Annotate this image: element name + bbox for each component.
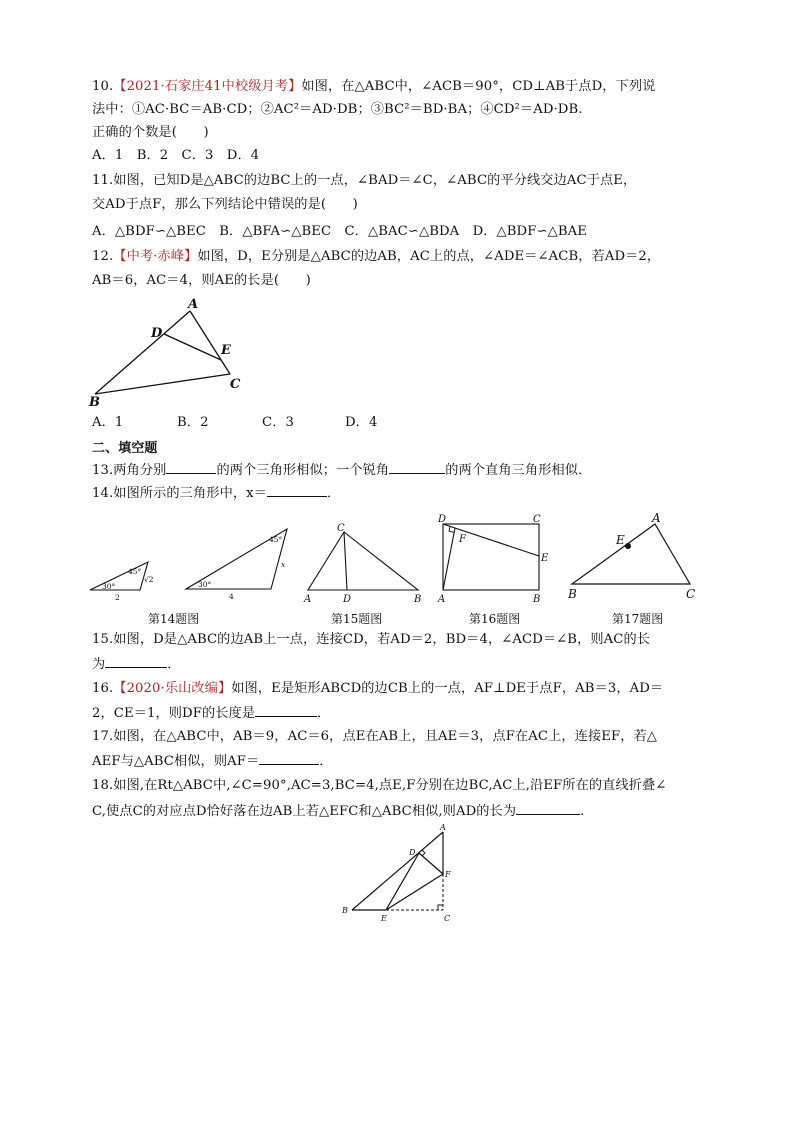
fig16-label-d: D bbox=[438, 514, 447, 525]
q10-number: 10. bbox=[92, 79, 114, 94]
fig14-left-angle-45: 45° bbox=[128, 567, 142, 576]
q16-line2 bbox=[92, 704, 330, 723]
fig17-label-e: E bbox=[616, 533, 625, 547]
fig16-label-a: A bbox=[438, 594, 446, 605]
fig17-label-c: C bbox=[686, 587, 696, 601]
q14-blank[interactable] bbox=[267, 484, 327, 497]
fig14-left-angle-30: 30° bbox=[102, 582, 116, 591]
q18-right-angle-d bbox=[422, 850, 425, 856]
q18-segment-df bbox=[419, 853, 443, 874]
q11-options: A．△BDF∽△BEC B．△BFA∽△BEC C．△BAC∽△BDA D．△BDF∽△BAE bbox=[92, 224, 588, 239]
fig14-left-triangle bbox=[88, 560, 158, 605]
fig15-label-a: A bbox=[304, 594, 312, 605]
fig14-right-side-x: x bbox=[281, 560, 286, 569]
q18-segment-ef bbox=[386, 874, 443, 910]
fig16-label-e: E bbox=[541, 553, 549, 564]
fig15-label-c: C bbox=[337, 523, 345, 534]
q13-blank-2[interactable] bbox=[389, 461, 445, 474]
caption-fig14: 第14题图 bbox=[148, 612, 200, 626]
q10-text: 如图，在△ABC中，∠ACB＝90°，CD⊥AB于点D，下列说 bbox=[301, 79, 656, 94]
q18-label-f: F bbox=[445, 870, 451, 879]
q12-option-b: B．2 bbox=[177, 415, 209, 430]
fig17-shape bbox=[572, 524, 690, 584]
q18-label-b: B bbox=[342, 906, 348, 915]
q16-blank[interactable] bbox=[255, 704, 317, 717]
q12-option-a: A．1 bbox=[92, 415, 124, 430]
q12-label-c: C bbox=[230, 377, 241, 392]
q18-label-c: C bbox=[444, 914, 451, 923]
q18-label-e: E bbox=[381, 914, 387, 923]
q15-end: ． bbox=[167, 657, 181, 672]
fig15-triangle bbox=[300, 522, 430, 604]
fig14-right-angle-45: 45° bbox=[269, 535, 283, 544]
q12-label-a: A bbox=[188, 297, 199, 312]
q10-line2: 法中：①AC·BC＝AB·CD；②AC²＝AD·DB；③BC²＝BD·BA；④CD²＝AD·DB. bbox=[92, 102, 583, 117]
fig16-label-b: B bbox=[533, 594, 541, 605]
caption-fig16: 第16题图 bbox=[469, 612, 521, 626]
q18-blank[interactable] bbox=[516, 802, 580, 815]
q12-number: 12. bbox=[92, 249, 114, 264]
q12-label-d: D bbox=[151, 326, 163, 341]
q15-blank[interactable] bbox=[105, 655, 167, 668]
q13-text-1: 13.两角分别 bbox=[92, 463, 167, 478]
q18-segment-ed bbox=[386, 853, 419, 910]
caption-fig15: 第15题图 bbox=[331, 612, 383, 626]
q18-side-ab bbox=[352, 832, 443, 910]
fig14-right-side-4: 4 bbox=[229, 592, 234, 601]
q12-option-d: D．4 bbox=[345, 415, 378, 430]
section-title: 二、填空题 bbox=[92, 441, 158, 456]
q16-text: 如图，E是矩形ABCD的边CB上的一点，AF⊥DE于点F，AB＝3，AD＝ bbox=[231, 681, 664, 696]
fig17-point-e bbox=[625, 543, 631, 549]
q18-label-a: A bbox=[440, 823, 446, 832]
fig14-right-triangle bbox=[183, 525, 293, 605]
caption-fig17: 第17题图 bbox=[612, 612, 664, 626]
q14-line bbox=[92, 484, 340, 503]
q13-text-3: 的两个直角三角形相似． bbox=[445, 463, 592, 478]
fig17-label-b: B bbox=[568, 587, 577, 601]
q12-line2: AB＝6，AC＝4，则AE的长是( ) bbox=[92, 273, 311, 288]
q12-option-c: C．3 bbox=[262, 415, 294, 430]
q15-line1: 15.如图，D是△ABC的边AB上一点，连接CD，若AD＝2，BD＝4，∠ACD＝∠B，则AC的长 bbox=[92, 632, 651, 647]
q10-line1 bbox=[92, 78, 655, 96]
q13-blank-1[interactable] bbox=[166, 461, 216, 474]
q10-source: 【2021·石家庄41中校级月考】 bbox=[113, 79, 302, 94]
q17-blank[interactable] bbox=[259, 752, 319, 765]
fig17-triangle bbox=[564, 510, 704, 602]
q18-line2 bbox=[92, 802, 584, 821]
q12-label-e: E bbox=[221, 343, 231, 358]
q10-line3: 正确的个数是( ) bbox=[92, 125, 209, 140]
q17-line2 bbox=[92, 752, 333, 771]
q11-line2: 交AD于点F，那么下列结论中错误的是( ) bbox=[92, 197, 358, 212]
q15-line2 bbox=[92, 655, 181, 674]
fig16-shape bbox=[443, 524, 539, 590]
q16-number: 16. bbox=[92, 681, 114, 696]
q12-options bbox=[92, 414, 377, 432]
q18-figure bbox=[336, 822, 466, 926]
q17-line1: 17.如图，在△ABC中，AB＝9，AC＝6，点E在AB上，且AE＝3，点F在AC上，连接EF，若△ bbox=[92, 729, 658, 744]
fig16-rectangle bbox=[433, 512, 558, 604]
q16-text-2: 2，CE＝1，则DF的长度是 bbox=[92, 706, 256, 721]
fig15-label-d: D bbox=[343, 594, 352, 605]
q18-line1: 18.如图,在Rt△ABC中,∠C=90°,AC=3,BC=4,点E,F分别在边BC,AC上,沿EF所在的直线折叠∠ bbox=[92, 778, 667, 793]
q12-figure bbox=[85, 296, 255, 411]
q12-line1 bbox=[92, 248, 660, 266]
fig14-left-side-2: 2 bbox=[115, 593, 120, 602]
fig15-label-b: B bbox=[414, 594, 422, 605]
q18-end: . bbox=[580, 804, 585, 819]
fig16-label-c: C bbox=[533, 514, 541, 525]
fig16-segment-de bbox=[443, 524, 539, 556]
q12-text: 如图，D，E分别是△ABC的边AB，AC上的点，∠ADE＝∠ACB，若AD＝2， bbox=[197, 249, 661, 264]
q18-label-d: D bbox=[409, 848, 416, 857]
q17-text: AEF与△ABC相似，则AF＝ bbox=[92, 754, 260, 769]
fig15-shape bbox=[308, 532, 418, 590]
q15-text: 为 bbox=[92, 657, 106, 672]
fig15-segment-cd bbox=[344, 532, 347, 590]
fig17-label-a: A bbox=[652, 511, 661, 525]
q18-right-angle-c bbox=[438, 905, 443, 910]
fig14-right-angle-30: 30° bbox=[198, 580, 212, 589]
q11-line1: 11.如图，已知D是△ABC的边BC上的一点，∠BAD＝∠C，∠ABC的平分线交边AC于点E， bbox=[92, 173, 637, 188]
q16-source: 【2020·乐山改编】 bbox=[113, 681, 232, 696]
q18-text: C,使点C的对应点D恰好落在边AB上若△EFC和△ABC相似,则AD的长为 bbox=[92, 804, 517, 819]
q10-options: A．1 B．2 C．3 D．4 bbox=[92, 148, 260, 163]
fig16-label-f: F bbox=[459, 534, 466, 545]
q17-end: ． bbox=[319, 754, 333, 769]
q13-line bbox=[92, 461, 591, 480]
q12-label-b: B bbox=[89, 395, 100, 410]
q14-text: 14.如图所示的三角形中，x＝ bbox=[92, 486, 267, 501]
q16-end: ． bbox=[317, 706, 331, 721]
q12-source: 【中考·赤峰】 bbox=[113, 249, 198, 264]
fig14-left-side-root2: √2 bbox=[144, 575, 154, 584]
fig16-segment-af bbox=[443, 528, 455, 590]
q13-text-2: 的两个三角形相似；一个锐角 bbox=[216, 463, 390, 478]
q14-end: ． bbox=[326, 486, 341, 501]
q16-line1 bbox=[92, 680, 663, 698]
